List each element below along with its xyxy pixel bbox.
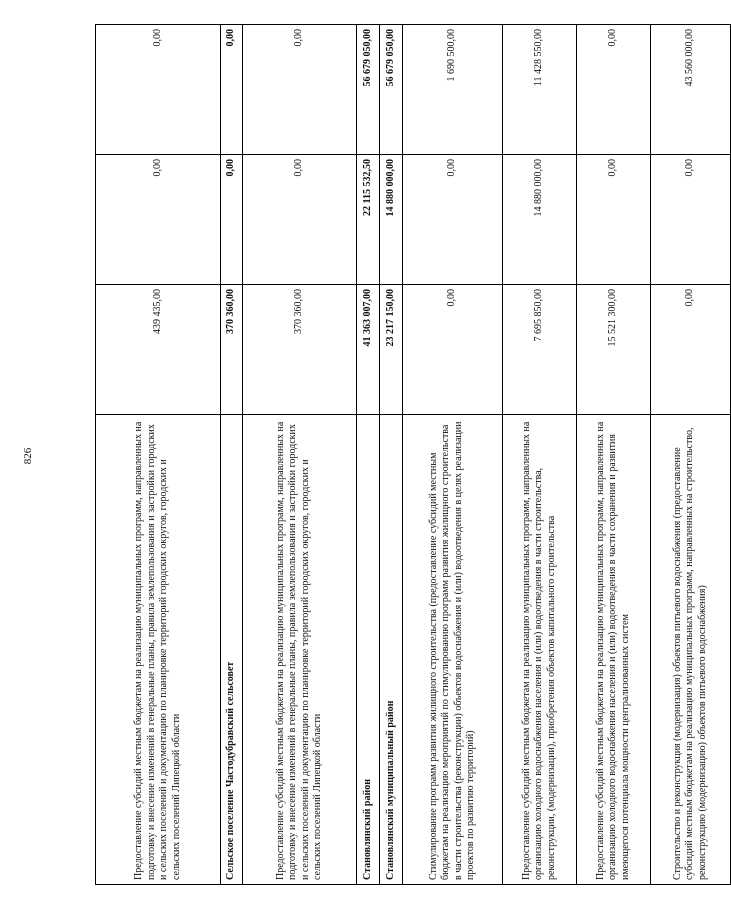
page-number: 826 — [22, 447, 34, 465]
value-col-3: 1 690 500,00 — [403, 25, 503, 155]
row-description: Сельское поселение Частодубравский сельсовет — [221, 415, 243, 885]
value-col-1: 370 360,00 — [221, 285, 243, 415]
value-col-1: 439 435,00 — [96, 285, 221, 415]
table-row — [243, 25, 357, 885]
row-description: Стимулирование программ развития жилищного строительства (предоставление субсидий местным бюджетам на реализацию мероприятий по стимулированию программ развития жилищного строительства в части строительства (реконструкции) объектов водоснабжения и (или) водоотведения в целях реализации проектов по развитию территорий) — [403, 415, 503, 885]
table-row — [96, 25, 221, 885]
value-col-2: 14 880 000,00 — [503, 155, 577, 285]
value-col-1: 0,00 — [651, 285, 731, 415]
table-row — [503, 25, 577, 885]
value-col-2: 22 115 532,50 — [357, 155, 380, 285]
table-row — [651, 25, 731, 885]
row-description: Предоставление субсидий местным бюджетам на реализацию муниципальных программ, направленных на организацию холодного водоснабжения населения и (или) водоотведения в части строительства, реконструкции, (модернизации), приобретения объектов капитального строительства — [503, 415, 577, 885]
table-row — [403, 25, 503, 885]
value-col-3: 0,00 — [96, 25, 221, 155]
value-col-2: 0,00 — [403, 155, 503, 285]
value-col-3: 0,00 — [577, 25, 651, 155]
budget-table — [95, 24, 731, 885]
table-row — [221, 25, 243, 885]
value-col-2: 0,00 — [221, 155, 243, 285]
value-col-1: 15 521 300,00 — [577, 285, 651, 415]
row-description: Становлянский район — [357, 415, 380, 885]
value-col-3: 56 679 050,00 — [380, 25, 403, 155]
value-col-1: 7 695 850,00 — [503, 285, 577, 415]
row-description: Предоставление субсидий местным бюджетам на реализацию муниципальных программ, направленных на организацию холодного водоснабжения населения и (или) водоотведения в части сохранения и развития имеющегося потенциала мощности централизованных систем — [577, 415, 651, 885]
value-col-1: 370 360,00 — [243, 285, 357, 415]
value-col-2: 0,00 — [243, 155, 357, 285]
table-row — [380, 25, 403, 885]
value-col-2: 0,00 — [651, 155, 731, 285]
value-col-3: 0,00 — [221, 25, 243, 155]
value-col-3: 43 560 000,00 — [651, 25, 731, 155]
value-col-3: 11 428 550,00 — [503, 25, 577, 155]
row-description: Становлянский муниципальный район — [380, 415, 403, 885]
value-col-2: 0,00 — [577, 155, 651, 285]
value-col-1: 23 217 150,00 — [380, 285, 403, 415]
rotated-page — [80, 0, 708, 905]
row-description: Предоставление субсидий местным бюджетам на реализацию муниципальных программ, направленных на подготовку и внесение изменений в генеральные планы, правила землепользования и застройки городских и сельских поселений и документацию по планировке территорий городских округов, городских и сельских поселений Липецкой области — [96, 415, 221, 885]
value-col-2: 14 880 000,00 — [380, 155, 403, 285]
value-col-1: 41 363 007,00 — [357, 285, 380, 415]
value-col-3: 0,00 — [243, 25, 357, 155]
table-row — [577, 25, 651, 885]
row-description: Предоставление субсидий местным бюджетам на реализацию муниципальных программ, направленных на подготовку и внесение изменений в генеральные планы, правила землепользования и застройки городских и сельских поселений и документацию по планировке территорий городских округов, городских и сельских поселений Липецкой области — [243, 415, 357, 885]
table-row — [357, 25, 380, 885]
value-col-1: 0,00 — [403, 285, 503, 415]
row-description: Строительство и реконструкция (модернизация) объектов питьевого водоснабжения (предоставление субсидий местным бюджетам на реализацию муниципальных программ, направленных на строительство, реконструкцию (модернизацию) объектов питьевого водоснабжения) — [651, 415, 731, 885]
value-col-3: 56 679 050,00 — [357, 25, 380, 155]
value-col-2: 0,00 — [96, 155, 221, 285]
